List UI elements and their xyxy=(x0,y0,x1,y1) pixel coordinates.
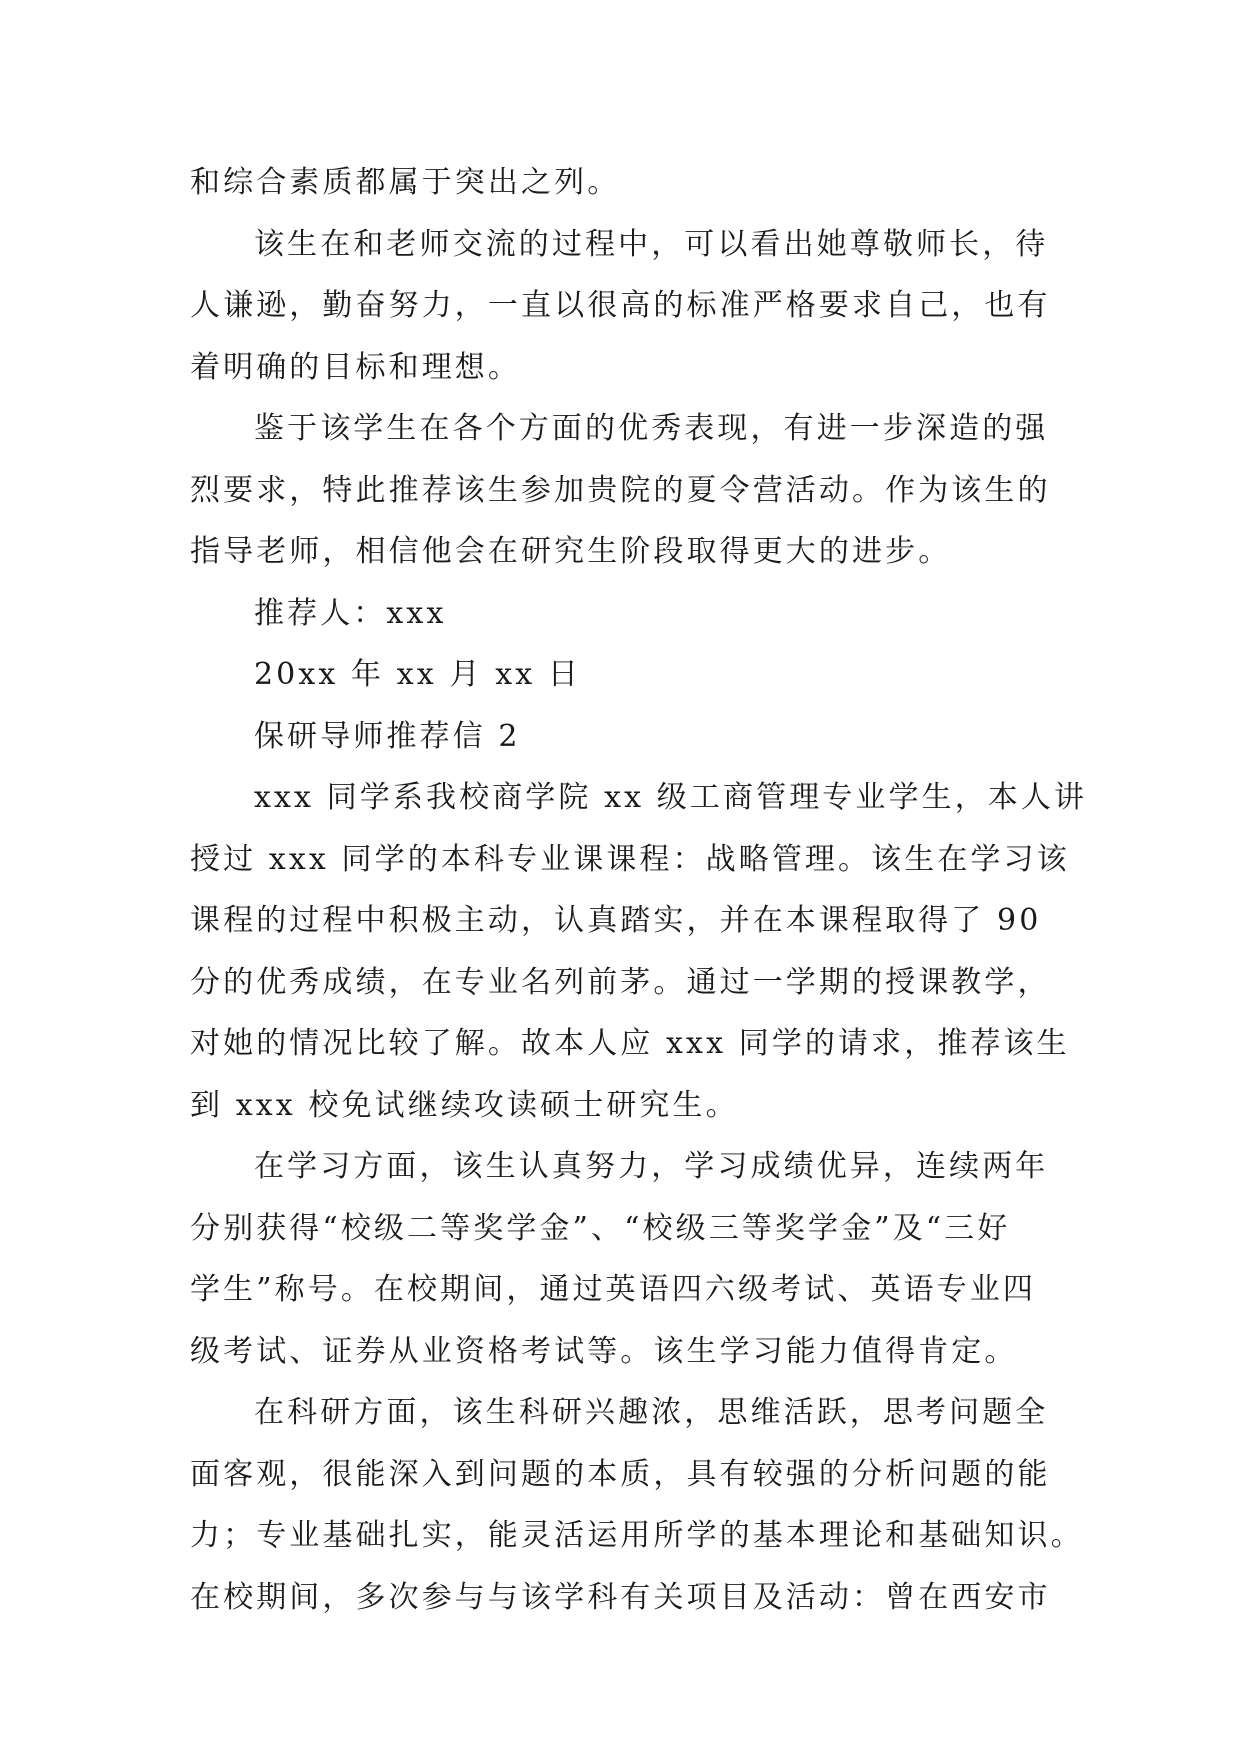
text-line: 在学习方面，该生认真努力，学习成绩优异，连续两年 xyxy=(254,1149,1049,1184)
text-line: 面客观，很能深入到问题的本质，具有较强的分析问题的能 xyxy=(190,1456,1051,1492)
text-line: 鉴于该学生在各个方面的优秀表现，有进一步深造的强 xyxy=(254,411,1049,446)
text-line: 分别获得“校级二等奖学金”、“校级三等奖学金”及“三好 xyxy=(190,1210,1011,1246)
text-line: 授过 xxx 同学的本科专业课课程：战略管理。该生在学习该 xyxy=(190,841,1070,877)
text-line: 分的优秀成绩，在专业名列前茅。通过一学期的授课教学， xyxy=(190,964,1051,1000)
text-line: 在科研方面，该生科研兴趣浓，思维活跃，思考问题全 xyxy=(254,1395,1049,1430)
text-line: 人谦逊，勤奋努力，一直以很高的标准严格要求自己，也有 xyxy=(190,288,1051,323)
text-line: 着明确的目标和理想。 xyxy=(190,349,521,385)
text-line: 课程的过程中积极主动，认真踏实，并在本课程取得了 90 xyxy=(190,903,1042,938)
text-line: 该生在和老师交流的过程中，可以看出她尊敬师长，待 xyxy=(254,226,1049,262)
text-line: 学生”称号。在校期间，通过英语四六级考试、英语专业四 xyxy=(190,1272,1036,1307)
text-line: 到 xxx 校免试继续攻读硕士研究生。 xyxy=(190,1087,739,1123)
text-line: 指导老师，相信他会在研究生阶段取得更大的进步。 xyxy=(190,534,952,569)
text-line: 力；专业基础扎实，能灵活运用所学的基本理论和基础知识。 xyxy=(190,1518,1084,1553)
text-line: 20xx 年 xx 月 xx 日 xyxy=(254,657,581,692)
text-line: 对她的情况比较了解。故本人应 xxx 同学的请求，推荐该生 xyxy=(190,1026,1070,1061)
document-body xyxy=(190,152,1088,1628)
text-line: 推荐人：xxx xyxy=(254,595,447,631)
text-line: 级考试、证券从业资格考试等。该生学习能力值得肯定。 xyxy=(190,1333,1018,1369)
text-line: 保研导师推荐信 2 xyxy=(254,718,521,754)
text-line: 在校期间，多次参与与该学科有关项目及活动：曾在西安市 xyxy=(190,1579,1051,1615)
text-line: xxx 同学系我校商学院 xx 级工商管理专业学生，本人讲 xyxy=(254,780,1088,815)
text-line: 烈要求，特此推荐该生参加贵院的夏令营活动。作为该生的 xyxy=(190,472,1051,508)
text-line: 和综合素质都属于突出之列。 xyxy=(190,165,621,200)
